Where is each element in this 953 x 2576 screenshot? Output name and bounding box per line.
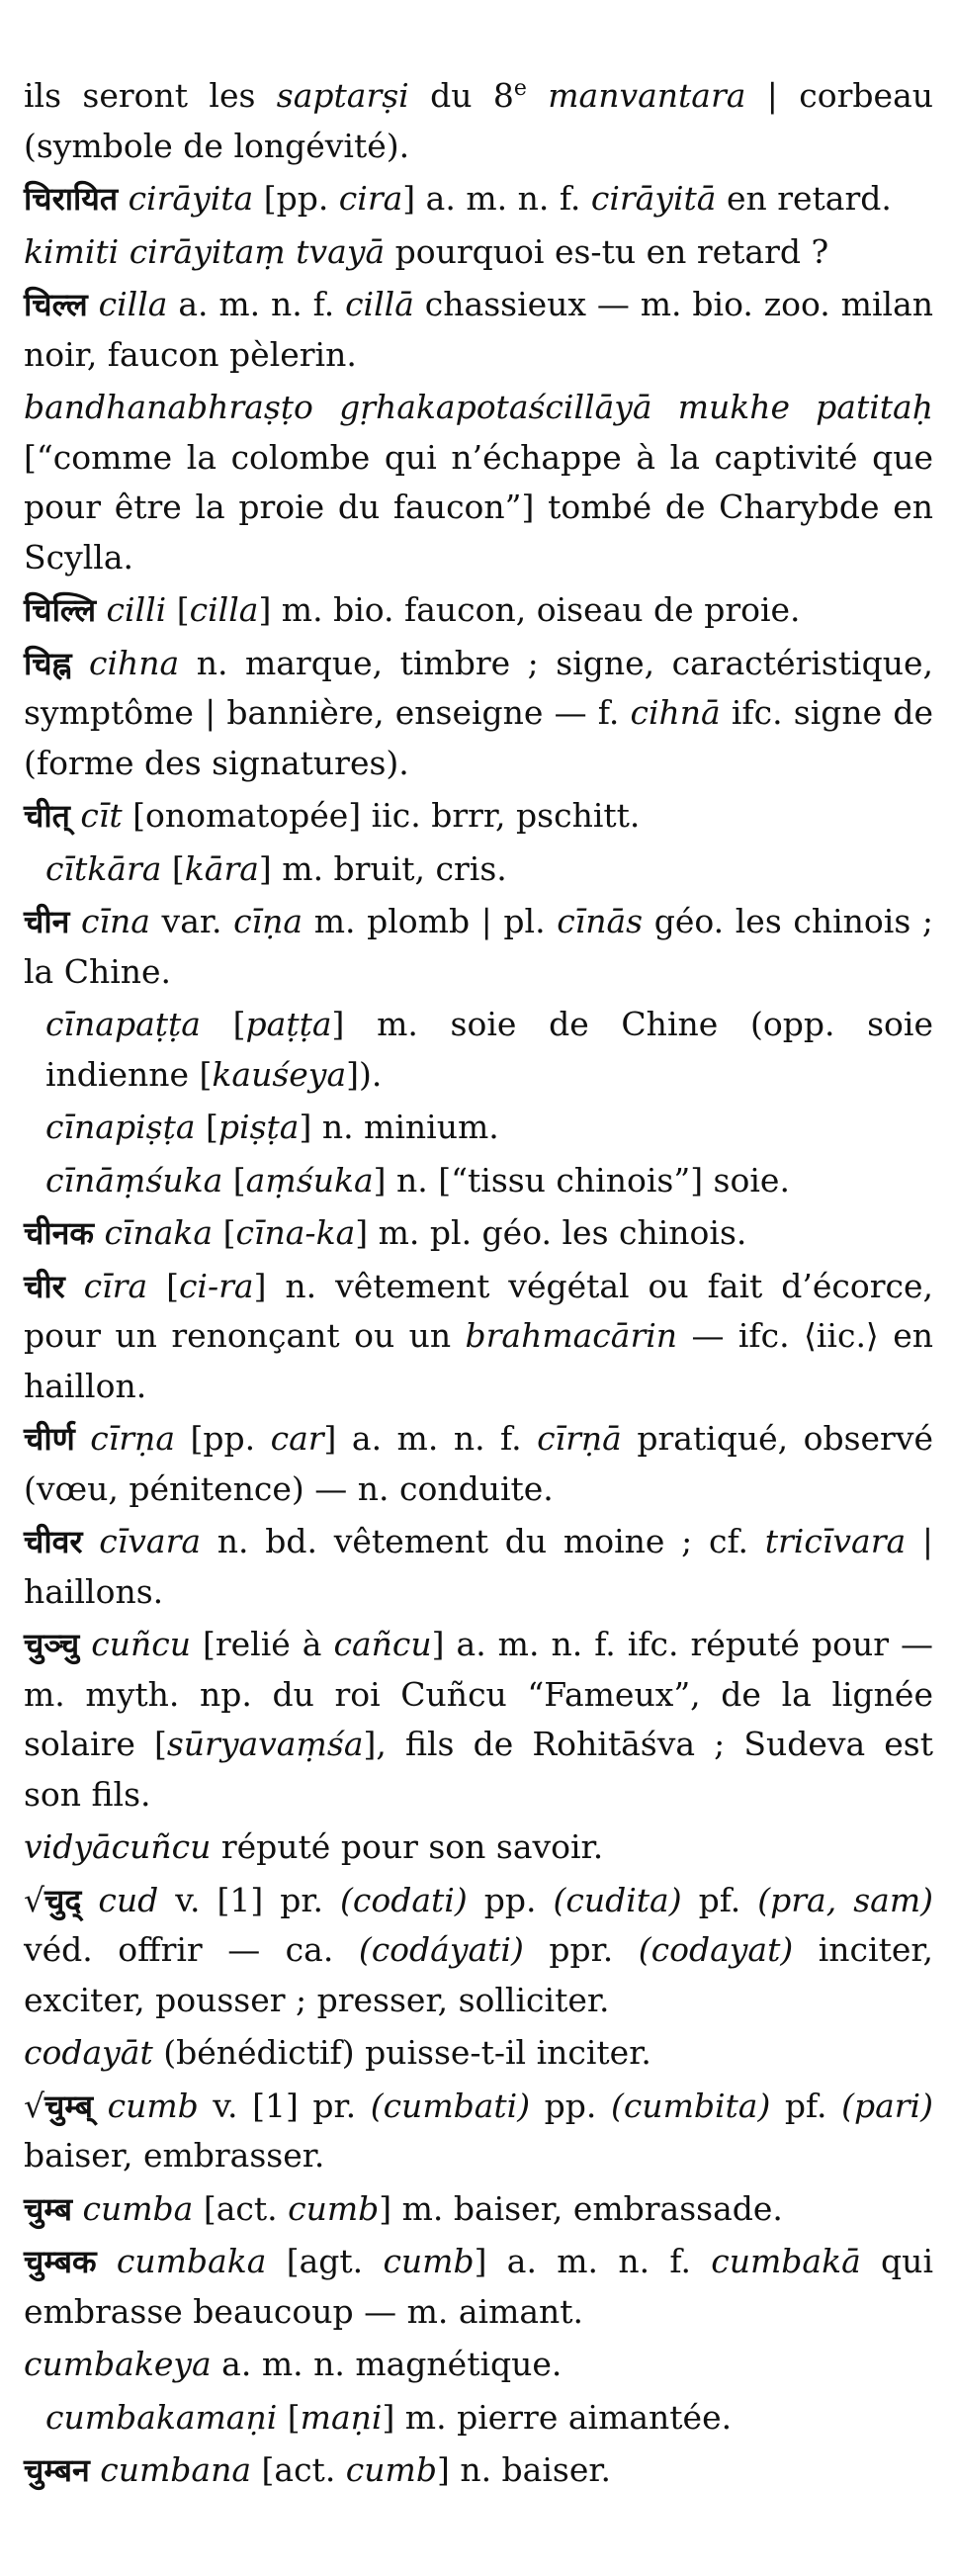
definition-text (93, 2087, 108, 2125)
transliteration-text: (cumbati) (370, 2086, 531, 2125)
definition-text: v. [1] pr. (158, 1880, 340, 1919)
transliteration-text: (pari) (841, 2086, 933, 2125)
definition-text: en retard. (716, 179, 892, 218)
definition-text: pratiqué, observé (vœu, pénitence) — n. conduite. (24, 1419, 933, 1508)
definition-text: [ (195, 1108, 218, 1146)
sub-entry (24, 844, 933, 895)
dictionary-entry (24, 2184, 933, 2235)
definition-text: | haillons. (24, 1522, 934, 1611)
transliteration-text: (pra, sam) (757, 1880, 933, 1919)
sub-entry (24, 1156, 933, 1206)
definition-text: ] a. m. n. f. (474, 2242, 712, 2280)
definition-text (96, 590, 107, 629)
transliteration-text: cīvara (99, 1522, 202, 1560)
transliteration-text: cumbakā (711, 2242, 861, 2280)
transliteration-text: manvantara (548, 76, 746, 115)
devanagari-headword: चिह्न (24, 644, 72, 682)
transliteration-text: kimiti cirāyitaṃ tvayā (24, 231, 386, 271)
example-line (24, 2028, 933, 2079)
transliteration-text: codayāt (24, 2033, 153, 2072)
transliteration-text: cumb (107, 2086, 199, 2125)
transliteration-text: cirāyita (128, 179, 254, 218)
transliteration-text: (codáyati) (358, 1930, 524, 1969)
transliteration-text: (cudita) (553, 1880, 682, 1919)
transliteration-text: cilla (98, 285, 168, 323)
transliteration-text: cīna (80, 902, 150, 940)
definition-text: ] m. bruit, cris. (258, 848, 507, 888)
definition-text (118, 179, 129, 218)
dictionary-entry (24, 2445, 933, 2496)
transliteration-text: cīnapaṭṭa (45, 1005, 201, 1043)
definition-text: var. (149, 902, 234, 940)
devanagari-headword: चुम्ब (24, 2189, 72, 2228)
definition-text: √ (24, 1880, 45, 1919)
definition-text: [act. (193, 2188, 289, 2228)
devanagari-headword: चिरायित (24, 180, 119, 218)
definition-text: pf. (681, 1880, 758, 1919)
definition-text: a. m. n. f. (167, 285, 346, 323)
definition-text (75, 1419, 91, 1458)
definition-text: ] n. minium. (299, 1108, 499, 1146)
devanagari-headword: चीनक (24, 1214, 94, 1252)
definition-text: (bénédictif) puisse-t-il inciter. (152, 2033, 651, 2072)
definition-text: [ (222, 1160, 246, 1199)
definition-text: [ (161, 848, 185, 888)
definition-text: ], fils de Rohitāśva ; Sudeva est son fils. (24, 1725, 933, 1814)
definition-text: réputé pour son savoir. (211, 1827, 604, 1866)
devanagari-headword: चीर (24, 1267, 65, 1305)
transliteration-text: cañcu (333, 1625, 432, 1663)
transliteration-text: cilla (189, 590, 259, 629)
transliteration-text: cihna (89, 643, 180, 682)
definition-text (81, 1881, 98, 1919)
definition-text: [“comme la colombe qui n’échappe à la captivité que pour être la proie du faucon”] tombé de Charybde en Scylla. (24, 437, 933, 577)
definition-text: géo. les chinois ; la Chine. (24, 902, 933, 991)
dictionary-entry (24, 1262, 933, 1412)
dictionary-entry (24, 1876, 933, 2026)
transliteration-text: cīrṇā (537, 1419, 622, 1458)
definition-text: ] a. m. n. f. ifc. réputé pour — m. myth. np. du roi Cuñcu “Fameux”, de la lignée solaire [ (24, 1625, 933, 1763)
definition-text (79, 1625, 91, 1663)
definition-text: ] m. soie de Chine (opp. soie indienne [ (45, 1005, 933, 1094)
definition-text: pf. (770, 2086, 842, 2125)
transliteration-text: cītkāra (45, 848, 162, 888)
example-line (24, 227, 933, 278)
definition-text: pourquoi es-tu en retard ? (385, 231, 829, 271)
dictionary-entry (24, 2237, 933, 2337)
example-line (24, 2340, 933, 2390)
definition-text: ]). (346, 1054, 383, 1094)
definition-text: m. plomb | pl. (303, 902, 558, 940)
transliteration-text: cirāyitā (590, 179, 717, 218)
definition-text: [ (213, 1213, 236, 1252)
definition-text: ] n. baiser. (436, 2450, 612, 2489)
definition-text (527, 76, 548, 115)
transliteration-text: cilli (106, 590, 167, 629)
continuation-text (24, 71, 933, 171)
dictionary-entry (24, 639, 933, 789)
definition-text: ] m. baiser, embrassade. (379, 2188, 783, 2228)
transliteration-text: tricīvara (764, 1522, 907, 1560)
devanagari-headword: चीवर (24, 1523, 83, 1560)
transliteration-text: paṭṭa (245, 1005, 332, 1043)
definition-text (97, 2242, 117, 2280)
definition-text: ] a. m. n. f. (402, 179, 591, 218)
definition-text: [act. (251, 2450, 346, 2489)
sub-entry (24, 1000, 933, 1100)
definition-text: inciter, exciter, pousser ; presser, solliciter. (24, 1930, 934, 2019)
dictionary-entry (24, 585, 933, 636)
transliteration-text: (codati) (340, 1880, 468, 1919)
sub-entry (24, 2393, 933, 2443)
definition-text (69, 902, 81, 940)
transliteration-text: cīnāṃśuka (45, 1160, 223, 1199)
devanagari-headword: चीर्ण (24, 1420, 75, 1458)
transliteration-text: brahmacārin (465, 1316, 678, 1355)
transliteration-text: cumba (82, 2188, 194, 2228)
dictionary-entry (24, 174, 933, 224)
definition-text: v. [1] pr. (198, 2086, 371, 2125)
transliteration-text: cumbakeya (24, 2345, 212, 2383)
dictionary-entry (24, 897, 933, 997)
definition-text: pp. (530, 2086, 611, 2125)
definition-text: du 8 (408, 76, 514, 115)
definition-text: ] n. [“tissu chinois”] soie. (373, 1160, 790, 1199)
definition-text: n. marque, timbre ; signe, caractéristique, symptôme | bannière, enseigne — f. (24, 643, 933, 732)
transliteration-text: cumbaka (116, 2242, 267, 2280)
dictionary-entry (24, 1414, 933, 1514)
definition-text: ppr. (523, 1930, 639, 1969)
transliteration-text: ci-ra (178, 1266, 254, 1305)
transliteration-text: cīṇa (233, 902, 303, 940)
transliteration-text: cīna-ka (235, 1213, 356, 1252)
definition-text: pp. (467, 1880, 554, 1919)
devanagari-headword: चुम्बन (24, 2451, 90, 2489)
transliteration-text: kāra (184, 848, 259, 888)
definition-text: ils seront les (24, 76, 277, 115)
dictionary-entry (24, 2082, 933, 2181)
definition-text (83, 1522, 100, 1560)
definition-text: ] m. bio. faucon, oiseau de proie. (258, 590, 801, 629)
transliteration-text: cuñcu (91, 1625, 191, 1663)
transliteration-text: maṇi (300, 2397, 383, 2437)
dictionary-entry (24, 280, 933, 380)
definition-text: [ (147, 1266, 179, 1305)
devanagari-headword: चीत् (24, 797, 70, 835)
example-line (24, 1822, 933, 1873)
transliteration-text: cīrṇa (90, 1419, 175, 1458)
transliteration-text: sūryavaṃśa (166, 1725, 364, 1763)
transliteration-text: cīnapiṣṭa (45, 1108, 196, 1146)
definition-text: [relié à (190, 1625, 334, 1663)
transliteration-text: cillā (345, 285, 414, 323)
definition-text: | corbeau (symbole de longévité). (24, 76, 933, 165)
definition-text (94, 1213, 105, 1252)
transliteration-text: saptarṣi (276, 76, 409, 115)
transliteration-text: cihnā (630, 693, 721, 732)
transliteration-text: cumbakamaṇi (45, 2397, 278, 2437)
transliteration-text: bandhanabhraṣṭo gṛhakapotaścillāyā mukhe patitaḥ (24, 388, 933, 426)
definition-text (65, 1267, 84, 1305)
transliteration-text: cumbana (100, 2450, 252, 2489)
devanagari-headword: चुञ्चु (24, 1626, 80, 1663)
dictionary-entry (24, 1620, 933, 1820)
definition-text (90, 2450, 101, 2489)
devanagari-headword: चिल्ल (24, 286, 88, 323)
transliteration-text: cīra (83, 1266, 148, 1305)
definition-text: véd. offrir — ca. (24, 1930, 359, 1969)
devanagari-headword: चिल्लि (24, 591, 97, 629)
definition-text: ] m. pl. géo. les chinois. (355, 1213, 747, 1252)
definition-text: ] n. vêtement végétal ou fait d’écorce, pour un renonçant ou un (24, 1266, 933, 1355)
definition-text (70, 796, 81, 835)
devanagari-headword: चुम्ब् (44, 2087, 94, 2125)
dictionary-entry (24, 1208, 933, 1259)
devanagari-headword: चुम्बक (24, 2243, 97, 2280)
transliteration-text: cumb (345, 2450, 437, 2489)
definition-text: [pp. (175, 1419, 271, 1458)
transliteration-text: (codayat) (638, 1930, 794, 1969)
definition-text: [ (277, 2397, 301, 2437)
transliteration-text: cud (98, 1880, 159, 1919)
definition-text: [ (200, 1005, 246, 1043)
definition-text: baiser, embrasser. (24, 2136, 325, 2175)
sub-entry (24, 1103, 933, 1153)
transliteration-text: cīnaka (104, 1213, 214, 1252)
definition-text: [ (166, 590, 190, 629)
definition-text: ] m. pierre aimantée. (382, 2397, 733, 2437)
definition-text: [pp. (253, 179, 339, 218)
definition-text: [agt. (266, 2242, 384, 2280)
definition-text: — ifc. ⟨iic.⟩ en haillon. (24, 1316, 933, 1405)
transliteration-text: cīnās (557, 902, 644, 940)
definition-text: a. m. n. magnétique. (211, 2345, 563, 2383)
definition-text: chassieux — m. bio. zoo. milan noir, faucon pèlerin. (24, 285, 933, 374)
definition-text: ] a. m. n. f. (323, 1419, 538, 1458)
transliteration-text: aṃśuka (245, 1160, 374, 1199)
definition-text (72, 644, 90, 682)
definition-text: [onomatopée] iic. brrr, pschitt. (122, 796, 641, 835)
definition-text (72, 2189, 83, 2228)
transliteration-text: kauśeya (212, 1054, 347, 1094)
transliteration-text: (cumbita) (610, 2086, 771, 2125)
transliteration-text: cumb (288, 2188, 380, 2228)
superscript: e (513, 76, 527, 101)
definition-text: qui embrasse beaucoup — m. aimant. (24, 2242, 933, 2331)
transliteration-text: vidyācuñcu (24, 1827, 212, 1866)
definition-text: √ (24, 2086, 45, 2125)
definition-text (88, 285, 99, 323)
devanagari-headword: चुद् (44, 1881, 82, 1919)
dictionary-entry (24, 1517, 933, 1617)
transliteration-text: car (270, 1419, 324, 1458)
transliteration-text: cīt (80, 796, 123, 835)
transliteration-text: piṣṭa (217, 1108, 300, 1146)
example-line (24, 383, 933, 582)
dictionary-entry (24, 791, 933, 842)
transliteration-text: cumb (383, 2242, 475, 2280)
definition-text: ifc. signe de (forme des signatures). (24, 693, 933, 782)
transliteration-text: cira (338, 179, 403, 218)
definition-text: n. bd. vêtement du moine ; cf. (201, 1522, 765, 1560)
devanagari-headword: चीन (24, 903, 70, 940)
